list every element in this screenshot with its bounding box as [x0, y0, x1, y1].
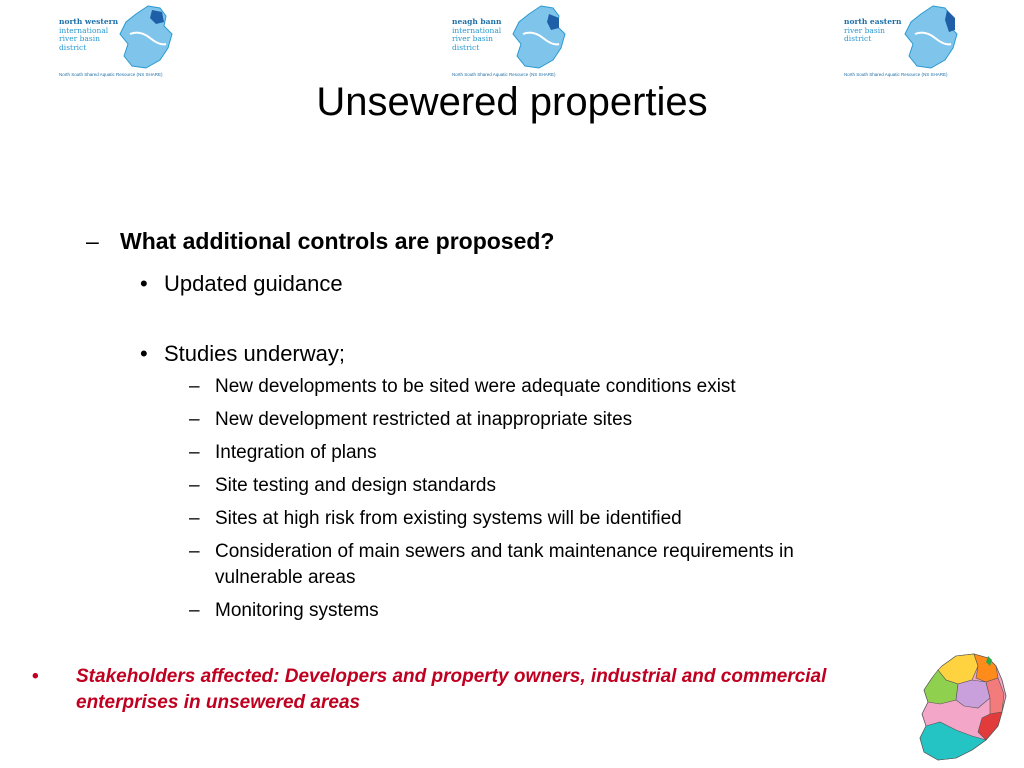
logo-line: river basin district	[452, 34, 493, 52]
sub-item-text: New development restricted at inappropriate sites	[215, 409, 633, 430]
logo-line: international	[452, 25, 502, 35]
dash-marker: –	[189, 541, 200, 562]
bullet-marker: •	[140, 341, 148, 366]
bullet-marker: •	[32, 666, 39, 687]
ireland-map-logo-icon	[901, 4, 961, 72]
logo-name: north western	[59, 17, 119, 26]
sub-item	[189, 376, 736, 398]
sub-item-text: New developments to be sited were adequate conditions exist	[215, 376, 736, 397]
dash-marker: –	[86, 228, 99, 254]
river-basin-districts-map-icon	[916, 652, 1012, 764]
sub-item-text: Monitoring systems	[215, 600, 379, 621]
bullet-text: Updated guidance	[164, 271, 343, 296]
sub-item	[189, 409, 632, 431]
sub-item	[189, 508, 682, 530]
question-heading	[86, 228, 554, 255]
logo-line: river basin district	[844, 25, 885, 43]
bullet-item	[140, 271, 343, 297]
logo-line: international	[59, 25, 109, 35]
ireland-map-logo-icon	[509, 4, 569, 72]
logo-name: neagh bann	[452, 17, 502, 26]
sub-item-text: Integration of plans	[215, 442, 377, 463]
logo-name: north eastern	[844, 17, 902, 26]
dash-marker: –	[189, 600, 200, 621]
sub-item-text: Sites at high risk from existing systems will be identified	[215, 508, 682, 529]
stakeholders-note	[32, 664, 932, 716]
slide-title: Unsewered properties	[316, 80, 708, 124]
stakeholders-line: enterprises in unsewered areas	[76, 692, 361, 713]
logo-north-eastern	[840, 4, 965, 80]
dash-marker: –	[189, 508, 200, 529]
dash-marker: –	[189, 442, 200, 463]
logo-line: river basin district	[59, 34, 100, 52]
sub-item	[189, 442, 377, 464]
sub-item-continuation	[215, 567, 355, 589]
dash-marker: –	[189, 409, 200, 430]
sub-item	[189, 541, 794, 563]
ireland-map-logo-icon	[116, 4, 176, 72]
sub-item-text: Site testing and design standards	[215, 475, 496, 496]
logo-north-western	[55, 4, 180, 80]
bullet-marker: •	[140, 271, 148, 296]
bullet-text: Studies underway;	[164, 341, 345, 366]
question-text: What additional controls are proposed?	[120, 228, 555, 254]
stakeholders-line: Stakeholders affected: Developers and property owners, industrial and commercial	[76, 666, 827, 687]
logo-neagh-bann	[448, 4, 573, 80]
sub-item-text: vulnerable areas	[215, 567, 356, 588]
logo-tagline: North South Shared Aquatic Resource (NS SHARE)	[844, 72, 948, 77]
sub-item	[189, 475, 496, 497]
sub-item-text: Consideration of main sewers and tank maintenance requirements in	[215, 541, 794, 562]
dash-marker: –	[189, 376, 200, 397]
logo-tagline: North South Shared Aquatic Resource (NS SHARE)	[59, 72, 163, 77]
logo-tagline: North South Shared Aquatic Resource (NS SHARE)	[452, 72, 556, 77]
bullet-item	[140, 341, 345, 367]
dash-marker: –	[189, 475, 200, 496]
sub-item	[189, 600, 379, 622]
